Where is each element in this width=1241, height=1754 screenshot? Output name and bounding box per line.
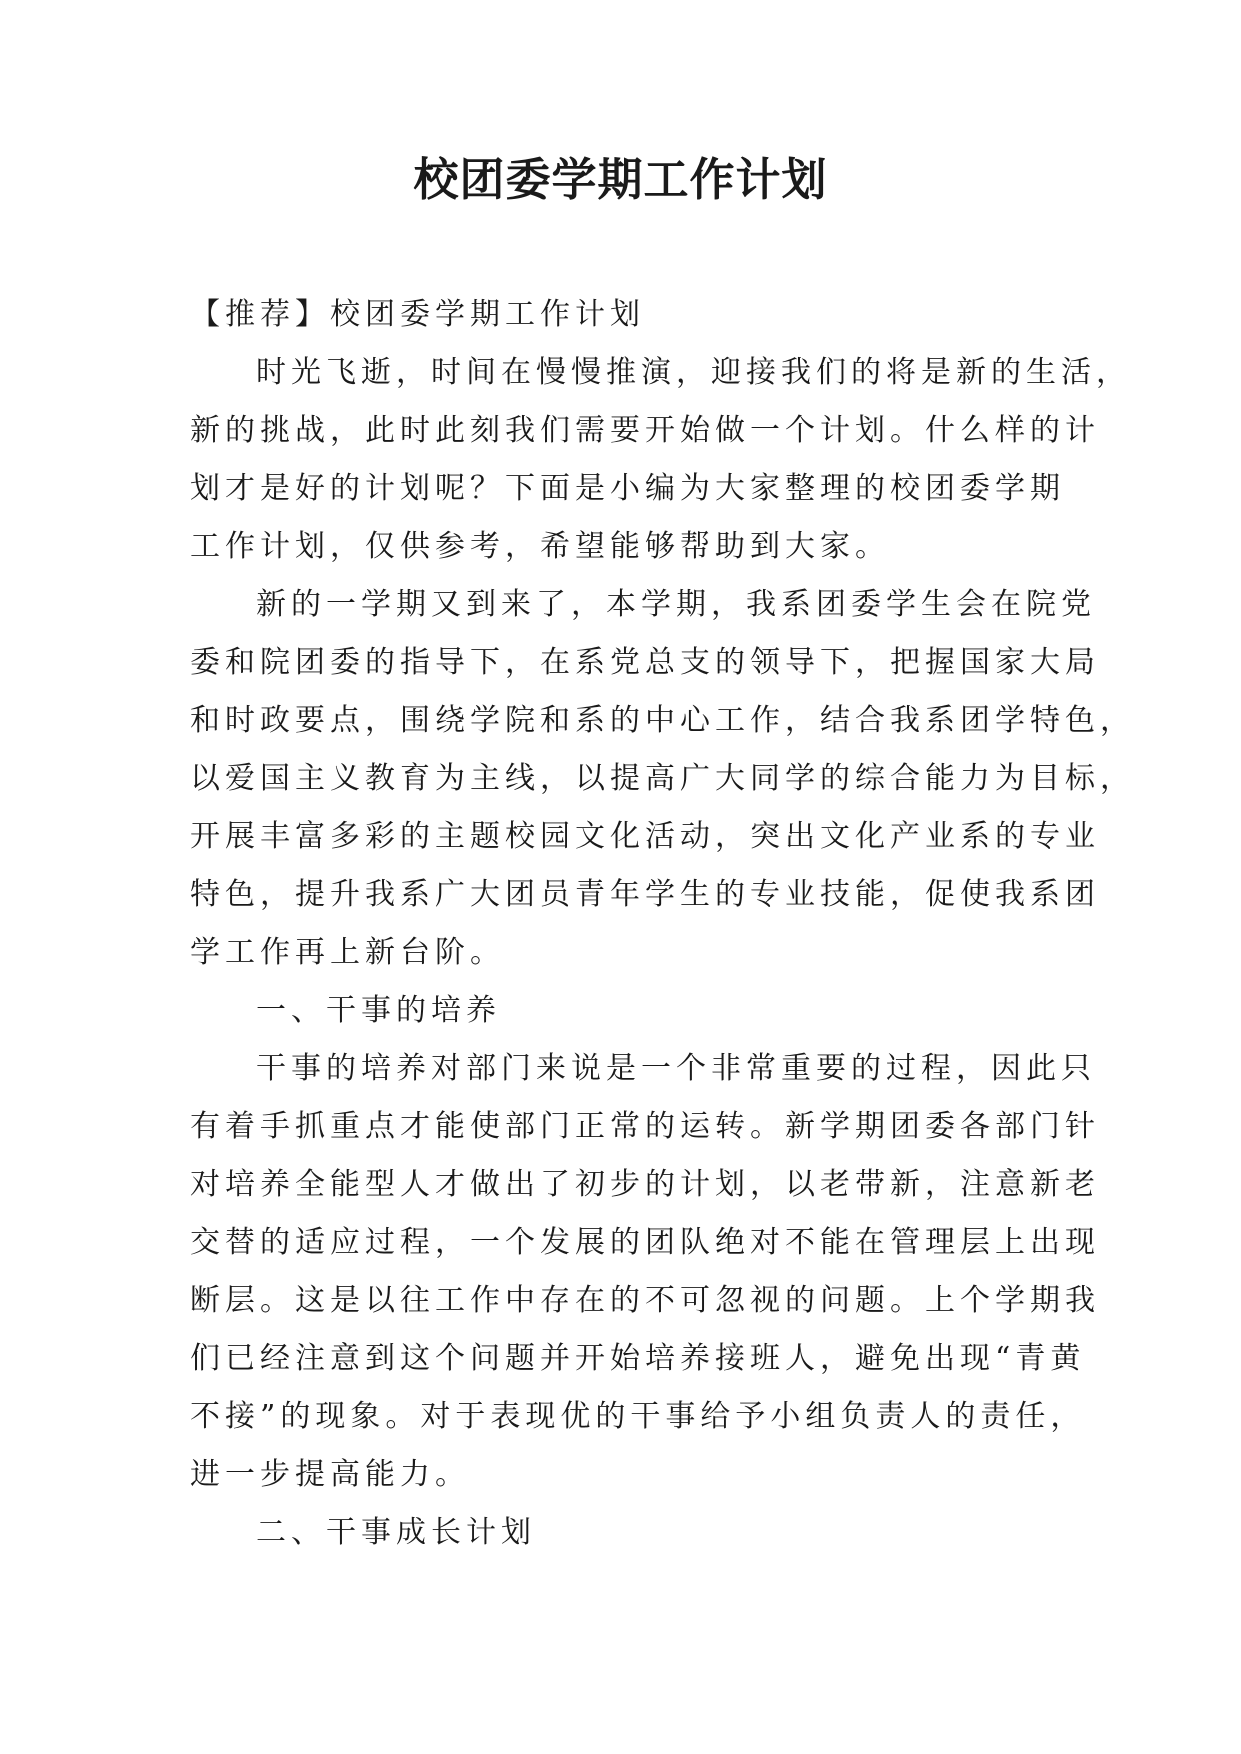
text-line: 以爱国主义教育为主线，以提高广大同学的综合能力为目标，	[190, 761, 1135, 796]
text-line: 特色，提升我系广大团员青年学生的专业技能，促使我系团	[190, 877, 1100, 912]
text-line: 一、干事的培养	[256, 993, 501, 1028]
text-line: 新的一学期又到来了，本学期，我系团委学生会在院党	[256, 587, 1096, 622]
text-line: 进一步提高能力。	[190, 1457, 470, 1492]
text-line: 划才是好的计划呢？下面是小编为大家整理的校团委学期	[190, 471, 1065, 506]
text-line: 学工作再上新台阶。	[190, 935, 505, 970]
text-line: 断层。这是以往工作中存在的不可忽视的问题。上个学期我	[190, 1283, 1100, 1318]
text-line: 新的挑战，此时此刻我们需要开始做一个计划。什么样的计	[190, 413, 1100, 448]
text-line: 开展丰富多彩的主题校园文化活动，突出文化产业系的专业	[190, 819, 1100, 854]
text-line: 委和院团委的指导下，在系党总支的领导下，把握国家大局	[190, 645, 1100, 680]
text-line: 不接”的现象。对于表现优的干事给予小组负责人的责任，	[190, 1399, 1086, 1434]
text-line: 们已经注意到这个问题并开始培养接班人，避免出现“青黄	[190, 1341, 1086, 1376]
document-body	[190, 286, 1135, 1562]
text-line: 二、干事成长计划	[256, 1515, 536, 1550]
text-line: 【推荐】校团委学期工作计划	[190, 297, 645, 332]
text-line: 交替的适应过程，一个发展的团队绝对不能在管理层上出现	[190, 1225, 1100, 1260]
text-line: 对培养全能型人才做出了初步的计划，以老带新，注意新老	[190, 1167, 1100, 1202]
document-title: 校团委学期工作计划	[413, 153, 828, 206]
text-line: 有着手抓重点才能使部门正常的运转。新学期团委各部门针	[190, 1109, 1100, 1144]
text-line: 和时政要点，围绕学院和系的中心工作，结合我系团学特色，	[190, 703, 1135, 738]
text-line: 工作计划，仅供参考，希望能够帮助到大家。	[190, 529, 890, 564]
text-line: 干事的培养对部门来说是一个非常重要的过程，因此只	[256, 1051, 1096, 1086]
text-line: 时光飞逝，时间在慢慢推演，迎接我们的将是新的生活，	[256, 355, 1131, 390]
